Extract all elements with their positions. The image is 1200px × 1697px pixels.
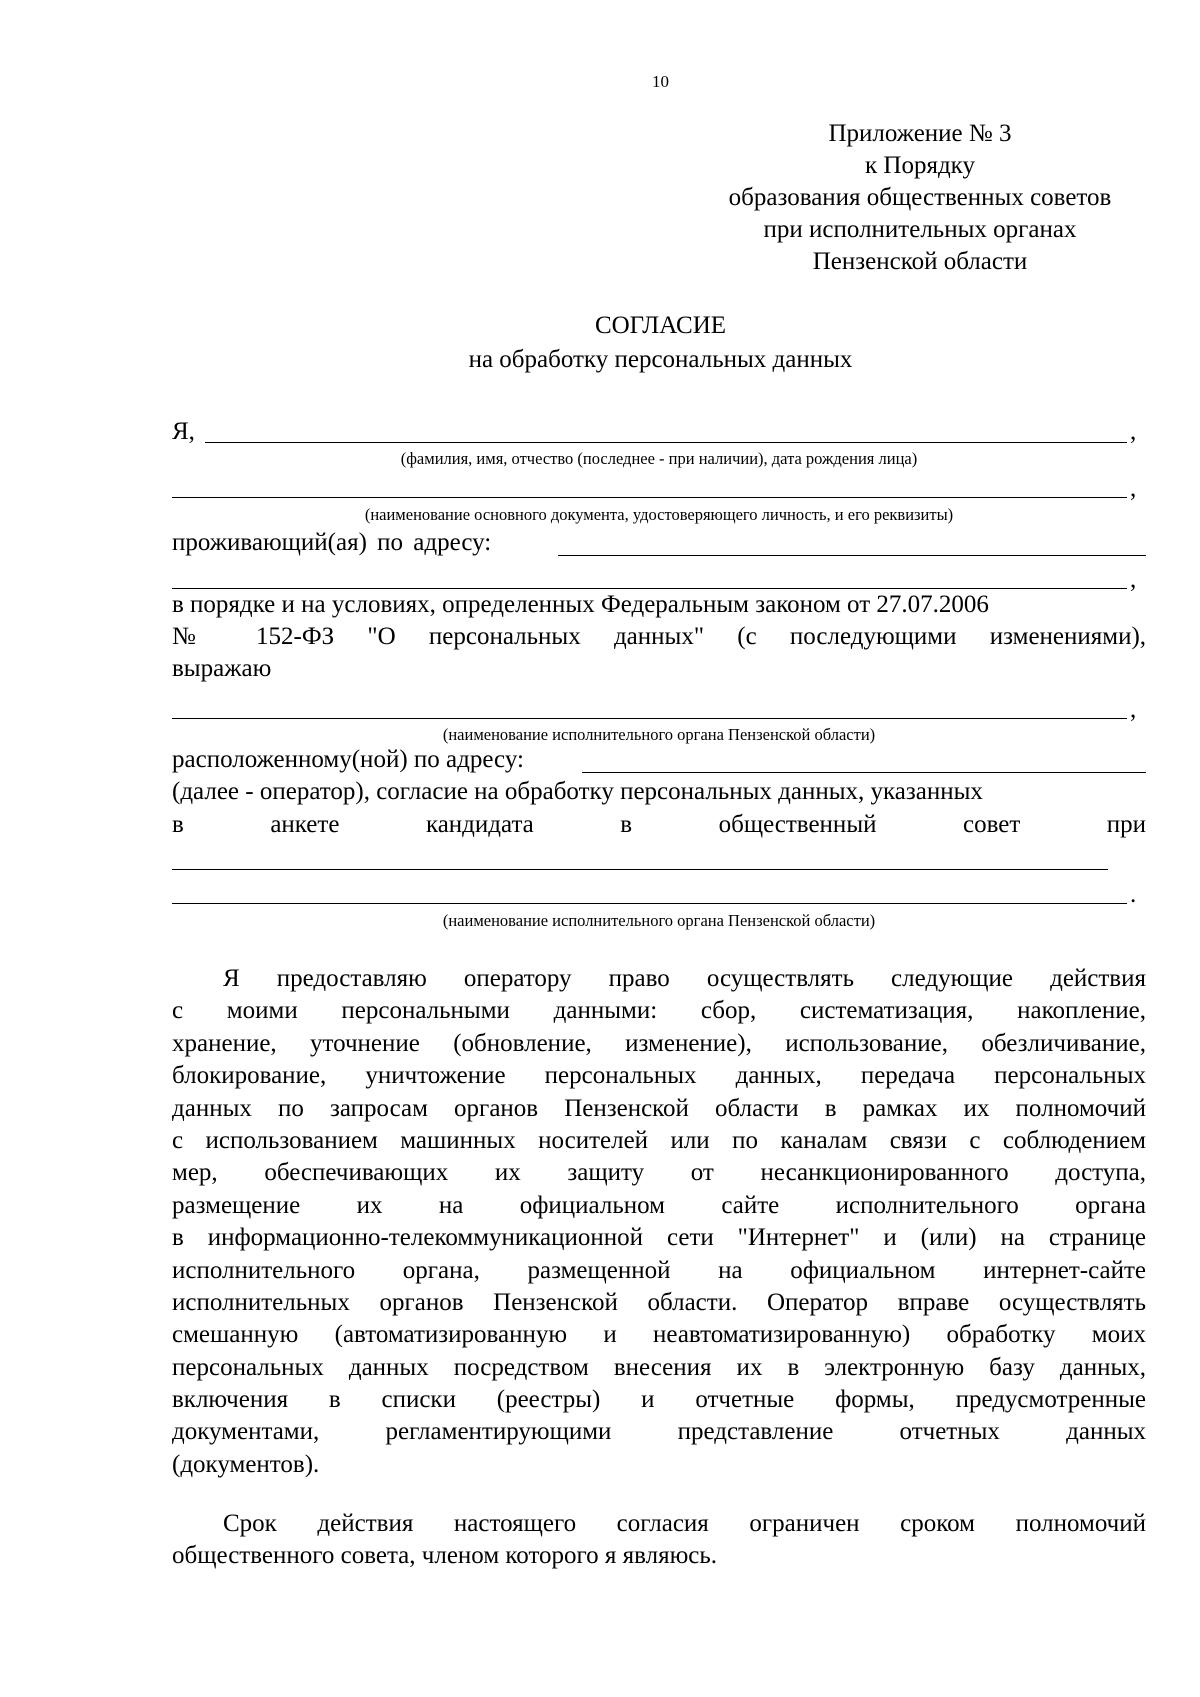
comma: ,	[1130, 418, 1137, 445]
word: в	[620, 811, 633, 838]
paragraph-line: включения в списки (реестры) и отчетные формы, предусмотренные	[172, 1386, 1146, 1414]
word: персональных	[428, 623, 581, 650]
term-paragraph	[172, 1508, 1146, 1573]
appendix-line: Приложение № 3	[828, 120, 1012, 147]
appendix-line: образования общественных советов	[728, 184, 1112, 211]
law-line-1: в порядке и на условиях, определенных Федеральным законом от 27.07.2006	[172, 591, 989, 618]
paragraph-line: в информационно-телекоммуникационной сети "Интернет" и (или) на странице	[172, 1224, 1146, 1252]
word: при	[1106, 811, 1147, 838]
comma: ,	[1130, 566, 1137, 593]
page-number: 10	[652, 72, 669, 91]
paragraph-line: с использованием машинных носителей или по каналам связи с соблюдением	[172, 1126, 1146, 1154]
appendix-header	[690, 118, 1150, 278]
operator-line: (далее - оператор), согласие на обработку персональных данных, указанных	[172, 778, 983, 805]
paragraph-line: документами, регламентирующими представление отчетных данных	[172, 1418, 1146, 1446]
address-field-line[interactable]	[558, 555, 1146, 556]
paragraph-line: смешанную (автоматизированную и неавтоматизированную) обработку моих	[172, 1321, 1146, 1349]
located-label: расположенному(ной) по адресу:	[172, 746, 524, 773]
word: последующими	[789, 623, 957, 650]
paragraph-line: общественного совета, членом которого я являюсь.	[172, 1542, 718, 1570]
paragraph-line: Я предоставляю оператору право осуществлять следующие действия	[223, 965, 1146, 992]
word: данных"	[613, 623, 705, 650]
document-subtitle: на обработку персональных данных	[468, 346, 853, 373]
address-field-line-2[interactable]	[172, 588, 1127, 589]
period: .	[1130, 881, 1137, 908]
word: (с	[737, 623, 757, 650]
word: изменениями),	[989, 623, 1147, 650]
word: № 152-ФЗ	[172, 623, 335, 650]
document-title: СОГЛАСИЕ	[594, 312, 727, 339]
express-label: выражаю	[172, 655, 272, 682]
organ-field-line[interactable]	[172, 718, 1127, 719]
residing-label: проживающий(ая) по адресу:	[172, 529, 492, 556]
paragraph-line: исполнительных органов Пензенской области. Оператор вправе осуществлять	[172, 1288, 1146, 1316]
word: "О	[367, 623, 396, 650]
paragraph-line: исполнительного органа, размещенной на официальном интернет-сайте	[172, 1256, 1146, 1284]
caption-organ-2: (наименование исполнительного органа Пензенской области)	[442, 911, 876, 930]
comma: ,	[1130, 696, 1137, 723]
paragraph-line: блокирование, уничтожение персональных данных, передача персональных	[172, 1062, 1146, 1090]
appendix-line: Пензенской области	[812, 248, 1028, 275]
document-field-line[interactable]	[172, 497, 1127, 498]
word: совет	[963, 811, 1021, 838]
caption-organ: (наименование исполнительного органа Пензенской области)	[442, 725, 876, 744]
paragraph-line: (документов).	[172, 1450, 320, 1478]
word: анкете	[270, 811, 340, 838]
council-field-line-2[interactable]	[172, 903, 1127, 904]
word: общественный	[718, 811, 877, 838]
law-line-2	[172, 623, 1146, 651]
paragraph-line: Срок действия настоящего согласия ограничен сроком полномочий	[223, 1510, 1146, 1537]
appendix-line: к Порядку	[865, 152, 975, 179]
ya-label: Я,	[172, 418, 195, 445]
caption-document: (наименование основного документа, удостоверяющего личность, и его реквизиты)	[364, 505, 954, 524]
paragraph-line: персональных данных посредством внесения их в электронную базу данных,	[172, 1353, 1146, 1381]
fio-field-line[interactable]	[205, 442, 1127, 443]
consent-paragraph	[172, 963, 1146, 1481]
located-field-line[interactable]	[582, 772, 1146, 773]
paragraph-line: мер, обеспечивающих их защиту от несанкционированного доступа,	[172, 1159, 1146, 1187]
paragraph-line: хранение, уточнение (обновление, изменение), использование, обезличивание,	[172, 1029, 1146, 1057]
paragraph-line: с моими персональными данными: сбор, систематизация, накопление,	[172, 997, 1146, 1025]
anketa-line	[172, 811, 1146, 839]
caption-fio: (фамилия, имя, отчество (последнее - при наличии), дата рождения лица)	[400, 449, 918, 468]
paragraph-line: размещение их на официальном сайте исполнительного органа	[172, 1191, 1146, 1219]
word: в	[172, 811, 184, 838]
comma: ,	[1130, 475, 1137, 502]
word: кандидата	[425, 811, 534, 838]
council-field-line-1[interactable]	[172, 869, 1108, 870]
appendix-line: при исполнительных органах	[763, 216, 1077, 243]
paragraph-line: данных по запросам органов Пензенской области в рамках их полномочий	[172, 1094, 1146, 1122]
